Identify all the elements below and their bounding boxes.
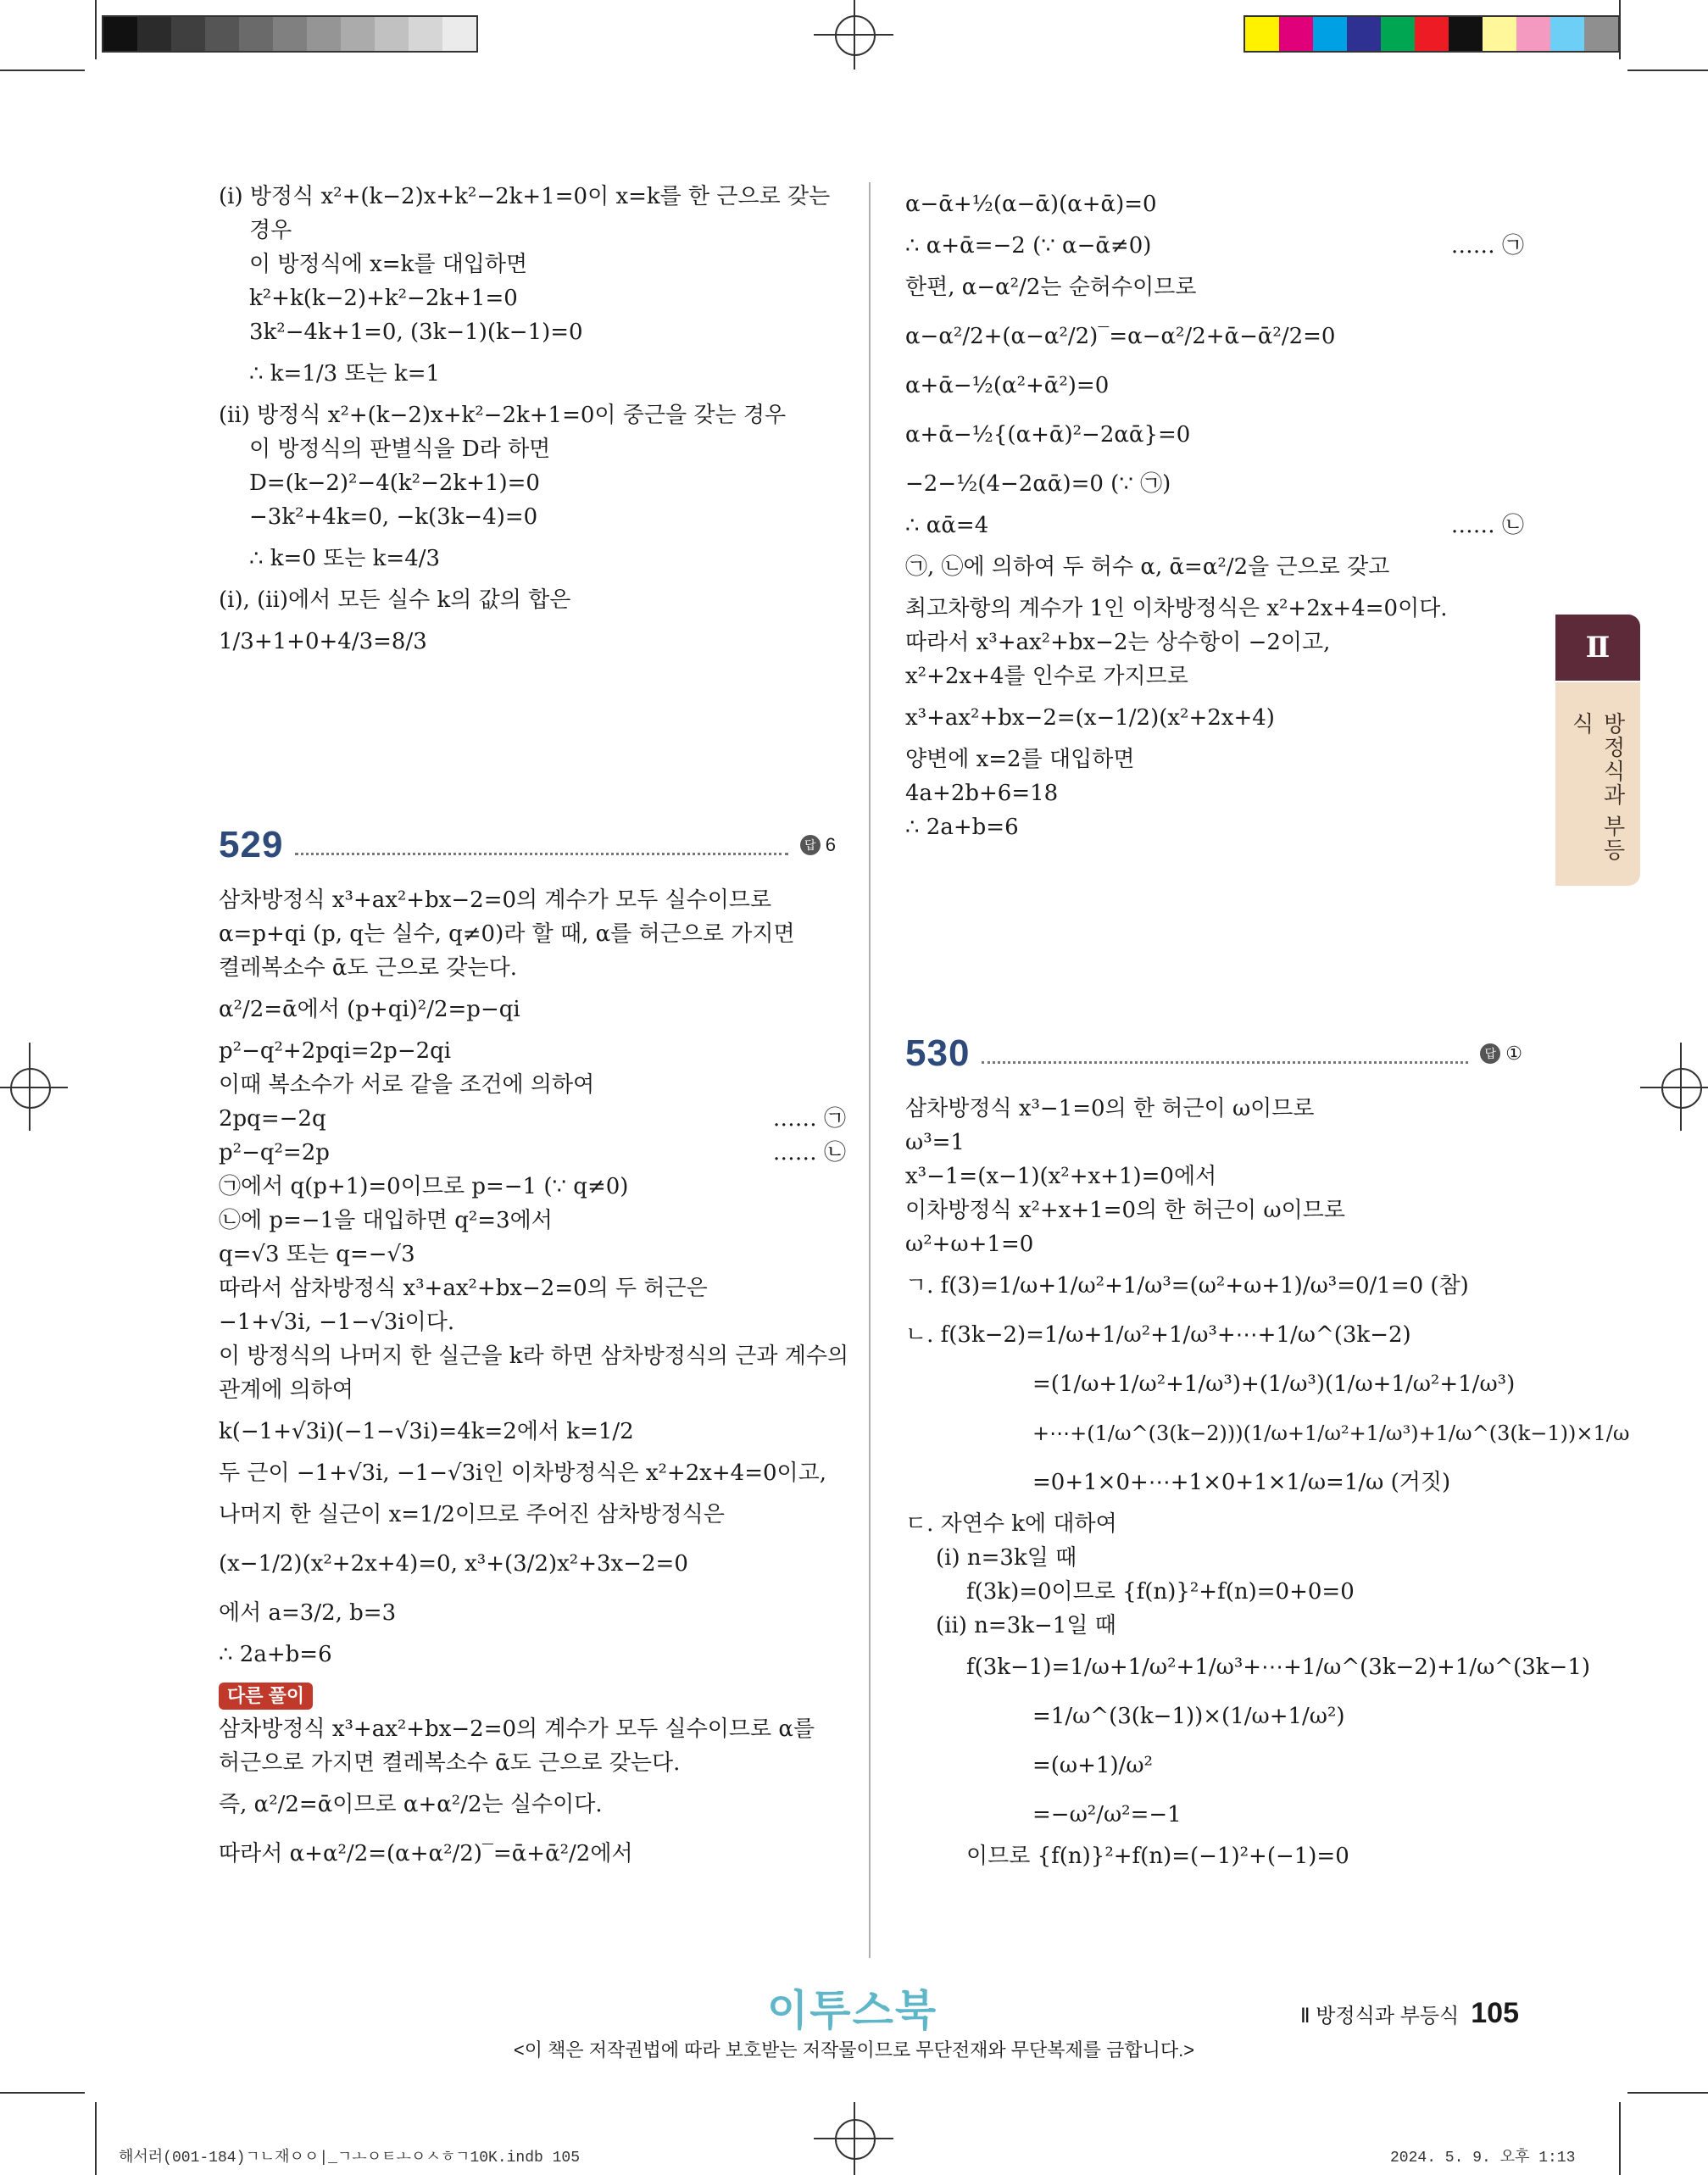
swatch: [375, 17, 409, 51]
answer-value: 6: [825, 834, 836, 855]
alt-solution-badge: 다른 풀이: [219, 1683, 313, 1710]
chapter-tab-title: 방정식과 부등식: [1569, 712, 1626, 863]
print-slug-file: 해서러(001-184)ㄱㄴ재ㅇㅇ|_ㄱㅗㅇㅌㅗㅇㅅㅎㄱ10K.indb 105: [119, 2150, 581, 2167]
swatch: [307, 17, 341, 51]
equation-tag: …… ㉠: [1450, 233, 1524, 259]
publisher-logo: 이투스북: [767, 1987, 938, 2034]
crop-mark: [1619, 2102, 1621, 2175]
crop-mark: [1619, 0, 1621, 59]
leader-dots: [982, 1044, 1468, 1064]
solution-line: ㉠에서 q(p+1)=0이므로 p=−1 (∵ q≠0): [219, 1174, 629, 1199]
registration-mark-icon: [1661, 1068, 1702, 1109]
swatch: [239, 17, 273, 51]
equation-tag: …… ㉡: [1450, 513, 1524, 538]
solution-line: f(3k)=0이므로 {f(n)}²+f(n)=0+0=0: [966, 1579, 1355, 1605]
problem-530-solution: [905, 1092, 1630, 1873]
crop-mark: [0, 1087, 68, 1088]
solution-line: p²−q²+2pqi=2p−2qi: [219, 1038, 452, 1064]
swatch: [1584, 17, 1618, 51]
problem-number: 529: [219, 824, 284, 865]
copyright-notice: <이 책은 저작권법에 따라 보호받는 저작물이므로 무단전재와 무단복제를 금합니다.>: [513, 2039, 1195, 2061]
swatch: [205, 17, 239, 51]
swatch: [171, 17, 205, 51]
swatch: [1313, 17, 1347, 51]
solution-line: k²+k(k−2)+k²−2k+1=0: [249, 286, 518, 311]
solution-line: 이므로 {f(n)}²+f(n)=(−1)²+(−1)=0: [966, 1844, 1349, 1869]
swatch: [1449, 17, 1483, 51]
section-title: Ⅱ 방정식과 부등식: [1299, 2005, 1460, 2028]
solution-line: 이때 복소수가 서로 같을 조건에 의하여: [219, 1072, 595, 1098]
solution-line-tagged: [905, 229, 1524, 263]
solution-line: ω³=1: [905, 1130, 965, 1155]
swatch: [103, 17, 137, 51]
solution-line: α−α²/2+(α−α²/2)‾=α−α²/2+ᾱ−ᾱ²/2=0: [905, 324, 1336, 349]
solution-line: ㄷ. 자연수 k에 대하여: [905, 1511, 1117, 1537]
solution-line: D=(k−2)²−4(k²−2k+1)=0: [249, 470, 540, 496]
crop-mark: [1627, 2092, 1708, 2094]
solution-line: ∴ 2a+b=6: [219, 1642, 332, 1667]
solution-line: ω²+ω+1=0: [905, 1232, 1034, 1257]
swatch: [442, 17, 476, 51]
solution-line: 삼차방정식 x³+ax²+bx−2=0의 계수가 모두 실수이므로: [219, 887, 772, 913]
solution-line: +⋯+(1/ω^(3(k−2)))(1/ω+1/ω²+1/ω³)+1/ω^(3(k−1))×1/ω: [1032, 1421, 1630, 1445]
registration-mark-icon: [835, 15, 876, 56]
equation: p²−q²=2p: [219, 1140, 330, 1165]
chapter-tab-number: Ⅱ: [1555, 615, 1640, 681]
solution-line: 따라서 α+α²/2=(α+α²/2)‾=ᾱ+ᾱ²/2에서: [219, 1841, 633, 1866]
swatch: [1347, 17, 1381, 51]
equation: ∴ α+ᾱ=−2 (∵ α−ᾱ≠0): [905, 233, 1152, 259]
solution-line: ㉡에 p=−1을 대입하면 q²=3에서: [219, 1208, 553, 1233]
solution-line: 에서 a=3/2, b=3: [219, 1600, 397, 1626]
grayscale-swatch-bar: [102, 15, 478, 53]
crop-mark: [1627, 70, 1708, 71]
solution-line: −1+√3i, −1−√3i이다.: [219, 1310, 455, 1335]
swatch: [1415, 17, 1449, 51]
right-column-top: [905, 180, 1524, 844]
solution-line: α+ᾱ−½(α²+ᾱ²)=0: [905, 373, 1110, 398]
crop-mark: [0, 2092, 85, 2094]
solution-line: x³−1=(x−1)(x²+x+1)=0에서: [905, 1164, 1217, 1189]
equation: ∴ αᾱ=4: [905, 513, 989, 538]
solution-line: ㄴ. f(3k−2)=1/ω+1/ω²+1/ω³+⋯+1/ω^(3k−2): [905, 1322, 1411, 1348]
solution-line: 켤레복소수 ᾱ도 근으로 갖는다.: [219, 955, 518, 981]
solution-line: 4a+2b+6=18: [905, 781, 1059, 806]
crop-mark: [814, 2138, 893, 2139]
crop-mark: [95, 0, 97, 59]
solution-line-tagged: [905, 509, 1524, 542]
solution-line: (ⅱ) 방정식 x²+(k−2)x+k²−2k+1=0이 중근을 갖는 경우: [219, 403, 787, 428]
solution-line: α+ᾱ−½{(α+ᾱ)²−2αᾱ}=0: [905, 422, 1191, 448]
solution-line: 3k²−4k+1=0, (3k−1)(k−1)=0: [249, 320, 583, 345]
column-divider: [869, 182, 871, 1958]
solution-line: 따라서 삼차방정식 x³+ax²+bx−2=0의 두 허근은: [219, 1276, 708, 1301]
solution-line: 허근으로 가지면 켤레복소수 ᾱ도 근으로 갖는다.: [219, 1750, 681, 1776]
solution-line: 양변에 x=2를 대입하면: [905, 747, 1135, 772]
solution-line: ∴ k=0 또는 k=4/3: [249, 546, 441, 571]
swatch: [1381, 17, 1415, 51]
solution-line: 따라서 x³+ax²+bx−2는 상수항이 −2이고,: [905, 630, 1331, 655]
color-swatch-bar: [1243, 15, 1620, 53]
solution-line: =−ω²/ω²=−1: [1032, 1802, 1182, 1827]
print-slug-date: 2024. 5. 9. 오후 1:13: [1390, 2150, 1576, 2167]
swatch: [1483, 17, 1516, 51]
solution-line: x³+ax²+bx−2=(x−1/2)(x²+2x+4): [905, 705, 1275, 731]
solution-line: =0+1×0+⋯+1×0+1×1/ω=1/ω (거짓): [1032, 1470, 1451, 1495]
solution-line: (ⅰ) 방정식 x²+(k−2)x+k²−2k+1=0이 x=k를 한 근으로 갖는: [219, 184, 831, 209]
solution-line: ∴ 2a+b=6: [905, 815, 1019, 840]
solution-line: =(1/ω+1/ω²+1/ω³)+(1/ω³)(1/ω+1/ω²+1/ω³): [1032, 1371, 1516, 1397]
problem-529-header: [219, 824, 836, 866]
solution-line: =(ω+1)/ω²: [1032, 1753, 1153, 1778]
solution-line: 한편, α−α²/2는 순허수이므로: [905, 275, 1197, 300]
equation: 2pq=−2q: [219, 1106, 326, 1132]
registration-mark-icon: [10, 1068, 51, 1109]
solution-line: α−ᾱ+½(α−ᾱ)(α+ᾱ)=0: [905, 192, 1157, 217]
solution-line: x²+2x+4를 인수로 가지므로: [905, 664, 1188, 689]
solution-line: 이차방정식 x²+x+1=0의 한 허근이 ω이므로: [905, 1198, 1345, 1223]
solution-line: k(−1+√3i)(−1−√3i)=4k=2에서 k=1/2: [219, 1419, 634, 1444]
solution-line-tagged: [219, 1136, 846, 1170]
solution-line: q=√3 또는 q=−√3: [219, 1242, 415, 1267]
problem-529-solution: [219, 883, 849, 1878]
left-column-top: [219, 180, 846, 666]
solution-line: (ⅰ) n=3k일 때: [936, 1545, 1077, 1571]
solution-line: 최고차항의 계수가 1인 이차방정식은 x²+2x+4=0이다.: [905, 596, 1448, 621]
crop-mark: [95, 2102, 97, 2175]
solution-line: −2−½(4−2αᾱ)=0 (∵ ㉠): [905, 471, 1171, 497]
solution-line: (ⅰ), (ⅱ)에서 모든 실수 k의 값의 합은: [219, 587, 571, 613]
solution-line: 두 근이 −1+√3i, −1−√3i인 이차방정식은 x²+2x+4=0이고,: [219, 1460, 827, 1486]
solution-line-tagged: [219, 1102, 846, 1136]
solution-line: ∴ k=1/3 또는 k=1: [249, 361, 441, 387]
equation-tag: …… ㉡: [772, 1140, 846, 1165]
solution-line: 이 방정식의 판별식을 D라 하면: [249, 437, 551, 462]
problem-number: 530: [905, 1032, 971, 1074]
solution-line: 관계에 의하여: [219, 1377, 353, 1403]
solution-line: 이 방정식의 나머지 한 실근을 k라 하면 삼차방정식의 근과 계수의: [219, 1343, 849, 1369]
crop-mark: [814, 34, 893, 36]
solution-line: 삼차방정식 x³+ax²+bx−2=0의 계수가 모두 실수이므로 α를: [219, 1716, 815, 1742]
swatch: [341, 17, 375, 51]
answer-icon: 답: [800, 835, 821, 855]
solution-line: 나머지 한 실근이 x=1/2이므로 주어진 삼차방정식은: [219, 1502, 725, 1527]
solution-line: ㄱ. f(3)=1/ω+1/ω²+1/ω³=(ω²+ω+1)/ω³=0/1=0 (참): [905, 1273, 1469, 1299]
swatch: [1245, 17, 1279, 51]
problem-530-header: [905, 1032, 1522, 1075]
answer-icon: 답: [1480, 1043, 1500, 1064]
solution-line: α=p+qi (p, q는 실수, q≠0)라 할 때, α를 허근으로 가지면: [219, 921, 795, 947]
solution-line: 즉, α²/2=ᾱ이므로 α+α²/2는 실수이다.: [219, 1792, 603, 1817]
answer-badge: [1480, 1043, 1522, 1065]
crop-mark: [0, 70, 85, 71]
solution-line: α²/2=ᾱ에서 (p+qi)²/2=p−qi: [219, 997, 520, 1022]
solution-line: 삼차방정식 x³−1=0의 한 허근이 ω이므로: [905, 1096, 1315, 1121]
swatch: [1516, 17, 1550, 51]
answer-badge: [800, 834, 836, 856]
registration-mark-icon: [835, 2119, 876, 2160]
solution-line: f(3k−1)=1/ω+1/ω²+1/ω³+⋯+1/ω^(3k−2)+1/ω^(3k−1): [966, 1655, 1590, 1680]
swatch: [409, 17, 442, 51]
page-number: 105: [1471, 1997, 1519, 2029]
solution-line: 1/3+1+0+4/3=8/3: [219, 629, 427, 654]
solution-line: 이 방정식에 x=k를 대입하면: [249, 252, 528, 277]
solution-line: −3k²+4k=0, −k(3k−4)=0: [249, 504, 538, 530]
solution-line: (x−1/2)(x²+2x+4)=0, x³+(3/2)x²+3x−2=0: [219, 1551, 688, 1577]
equation-tag: …… ㉠: [772, 1106, 846, 1132]
solution-line: =1/ω^(3(k−1))×(1/ω+1/ω²): [1032, 1704, 1345, 1729]
crop-mark: [1640, 1087, 1708, 1088]
swatch: [1550, 17, 1584, 51]
solution-line: ㉠, ㉡에 의하여 두 허수 α, ᾱ=α²/2을 근으로 갖고: [905, 554, 1390, 580]
swatch: [137, 17, 171, 51]
swatch: [1279, 17, 1313, 51]
answer-value: ①: [1505, 1043, 1522, 1064]
alt-solution-label-row: [219, 1678, 846, 1712]
leader-dots: [295, 836, 787, 855]
solution-line: (ⅱ) n=3k−1일 때: [936, 1613, 1116, 1638]
running-footer: [1300, 1997, 1519, 2030]
solution-line: 경우: [249, 218, 292, 243]
swatch: [273, 17, 307, 51]
